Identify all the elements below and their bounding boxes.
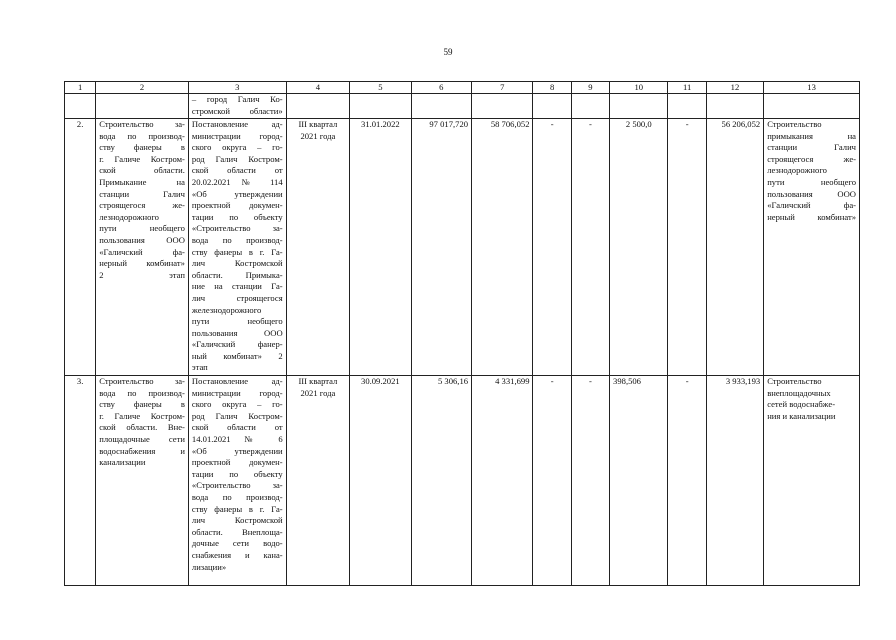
value-cell: 398,506 [610,376,668,586]
row-number-cell: 2. [65,119,96,376]
column-header: 8 [533,82,571,94]
table-row [65,119,860,376]
date-cell: 31.01.2022 [350,119,411,376]
value-cell: - [668,376,706,586]
value-cell: 56 206,052 [706,119,763,376]
object-cell: Строительство за- вода по производ- ству фанеры в г. Галиче Костром- ской области. Вне- площадочные сети водоснабжения и канализации [96,376,189,586]
period-cell: III квартал 2021 года [286,376,349,586]
description-cell: Строительство примыкания на станции Галич строящегося же- лезнодорожного пути необщего пользования ООО «Галичский фа- нерный комбинат» [764,119,860,376]
value-cell: - [533,119,571,376]
column-header: 11 [668,82,706,94]
period-cell: III квартал 2021 года [286,119,349,376]
document-cell: Постановление ад- министрации город- ского округа – го- род Галич Костром- ской области от 14.01.2021 № 6 «Об утверждении проектной докумен- тации по объекту «Строительство за- вода по производ- ству фанеры в г. Га- лич Костромской области. Внеплоща- дочные сети водо- снабжения и кана- лизации» [188,376,286,586]
table-row [65,376,860,586]
column-header: 2 [96,82,189,94]
column-header: 10 [610,82,668,94]
row-number-cell: 3. [65,376,96,586]
value-cell: 3 933,193 [706,376,763,586]
description-cell: Строительство внеплощадочных сетей водоснабже- ния и канализации [764,376,860,586]
value-cell: - [571,376,609,586]
column-header: 4 [286,82,349,94]
column-header: 3 [188,82,286,94]
investment-table [64,81,860,586]
value-cell: 97 017,720 [411,119,471,376]
column-header: 7 [472,82,533,94]
value-cell: - [668,119,706,376]
value-cell: 4 331,699 [472,376,533,586]
column-header: 5 [350,82,411,94]
value-cell: - [571,119,609,376]
value-cell: - [533,376,571,586]
object-cell: Строительство за- вода по производ- ству фанеры в г. Галиче Костром- ской области. Примыкание на станции Галич строящегося же- лезнодорожного пути необщего пользования ООО «Галичский фа- нерный комбинат» 2 этап [96,119,189,376]
document-cell: Постановление ад- министрации город- ского округа – го- род Галич Костром- ской области от 20.02.2021 № 114 «Об утверждении проектной докумен- тации по объекту «Строительство за- вода по производ- ству фанеры в г. Га- лич Костромской области. Примыка- ние на станции Га- лич строящегося железнодорожного пути необщего пользования ООО «Галичский фанер- ный комбинат» 2 этап [188,119,286,376]
value-cell: 58 706,052 [472,119,533,376]
column-header: 13 [764,82,860,94]
column-header: 6 [411,82,471,94]
date-cell: 30.09.2021 [350,376,411,586]
column-header: 9 [571,82,609,94]
column-number-row [65,82,860,94]
column-header: 12 [706,82,763,94]
document-cell: – город Галич Ко- стромской области» [188,94,286,119]
value-cell: 2 500,0 [610,119,668,376]
column-header: 1 [65,82,96,94]
continuation-row [65,94,860,119]
page-number: 59 [443,47,453,57]
value-cell: 5 306,16 [411,376,471,586]
